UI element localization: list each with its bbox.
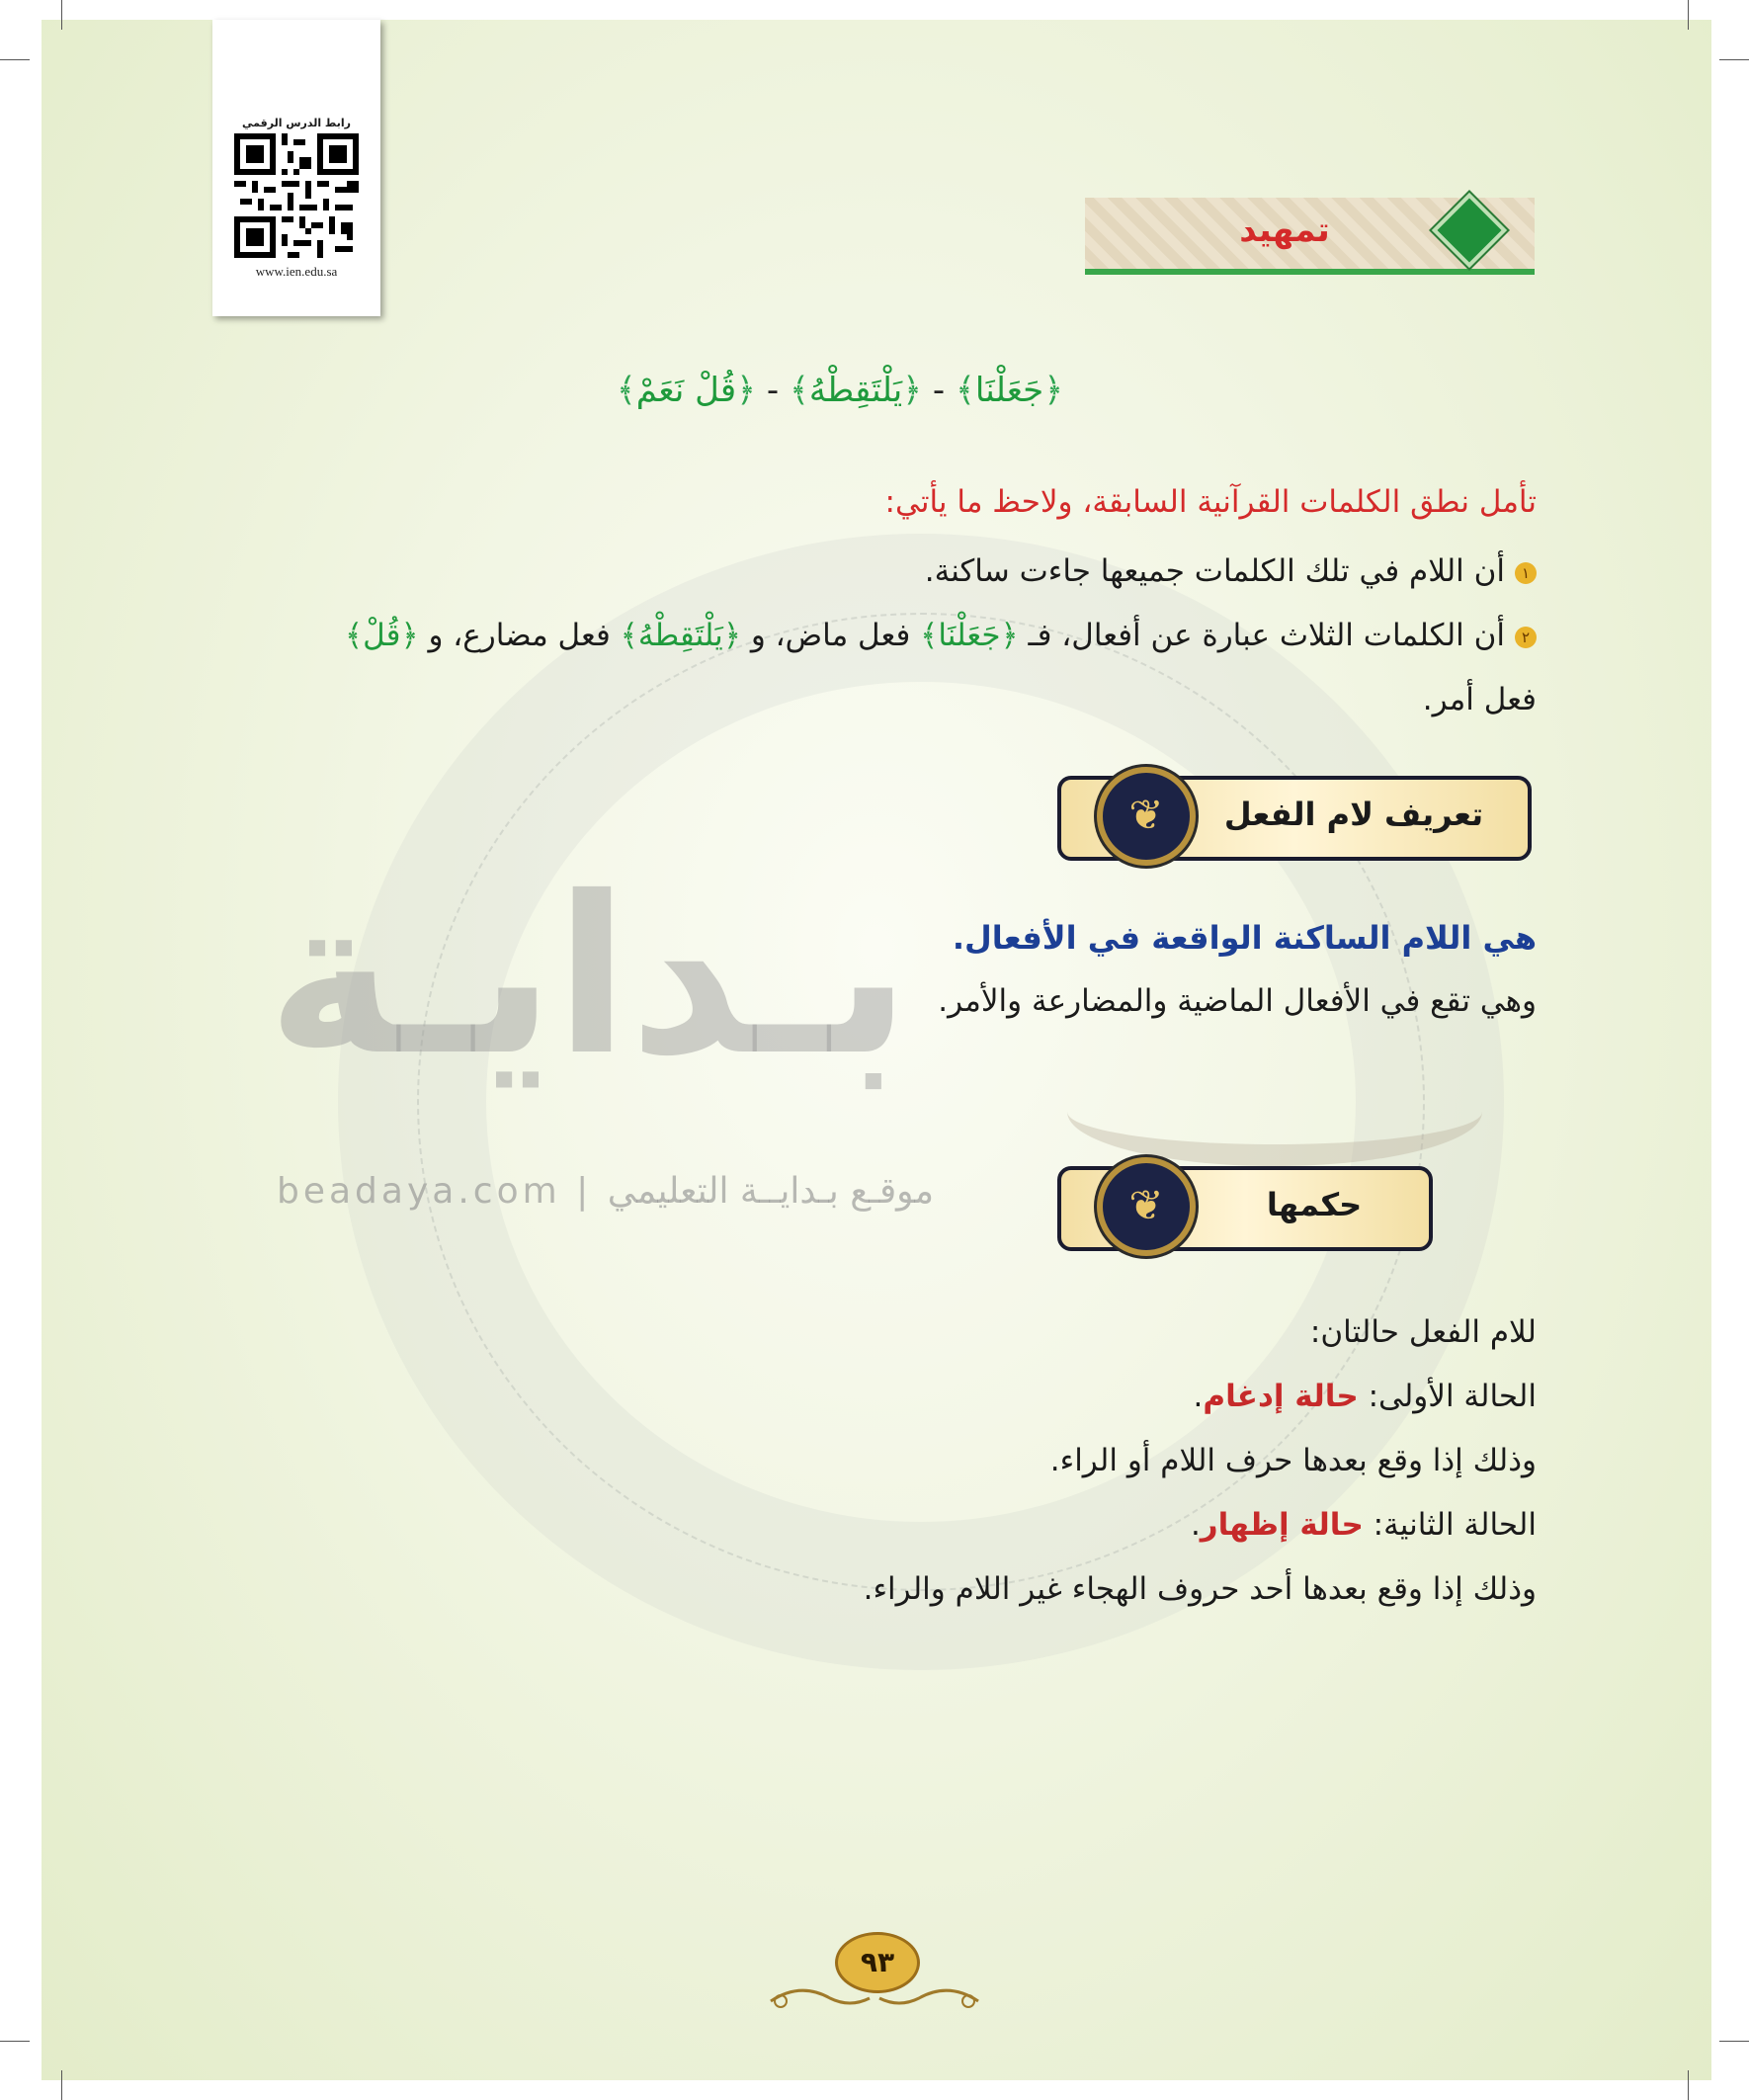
quran-word-3: قُلْ نَعَمْ <box>635 371 737 410</box>
point-2-continued <box>217 682 1537 717</box>
grape-leaf-icon: ❦ <box>1097 767 1196 866</box>
grape-leaf-icon: ❦ <box>1097 1157 1196 1256</box>
definition-note: وهي تقع في الأفعال الماضية والمضارعة والأمر. <box>938 983 1537 1019</box>
crop-mark <box>1719 2041 1749 2042</box>
point-2-word-a: ﴿جَعَلْنَا﴾ <box>920 618 1019 653</box>
watermark-swoosh <box>1067 1057 1482 1166</box>
crop-mark <box>61 0 62 30</box>
bracket-open-icon: ﴿ <box>736 371 757 410</box>
case-2-description: وذلك إذا وقع بعدها أحد حروف الهجاء غير اللام والراء. <box>863 1571 1537 1607</box>
bracket-close-icon: ﴾ <box>616 371 636 410</box>
quran-words <box>534 361 1146 420</box>
bracket-open-icon: ﴿ <box>1043 371 1064 410</box>
case-1-description: وذلك إذا وقع بعدها حرف اللام أو الراء. <box>1049 1443 1537 1478</box>
point-1-text: أن اللام في تلك الكلمات جميعها جاءت ساكنة. <box>924 553 1505 589</box>
section-1-title: تعريف لام الفعل <box>1223 796 1484 833</box>
number-badge: ٢ <box>1515 627 1537 648</box>
bracket-close-icon: ﴾ <box>955 371 975 410</box>
case-2-name: حالة إظهار <box>1200 1507 1364 1543</box>
page-title: تمهيد <box>1239 210 1330 250</box>
crop-mark <box>61 2070 62 2100</box>
intro-instruction: تأمل نطق الكلمات القرآنية السابقة، ولاحظ ما يأتي: <box>884 484 1537 520</box>
qr-url[interactable]: www.ien.edu.sa <box>255 264 338 279</box>
header-banner-underline <box>1085 269 1535 275</box>
crop-mark <box>0 59 30 60</box>
point-2-text-b: فعل ماض، و <box>750 618 911 653</box>
section-2-title: حكمها <box>1266 1186 1363 1223</box>
quran-word-2: يَلْتَقِطْهُ <box>808 371 903 410</box>
crop-mark <box>1719 59 1749 60</box>
point-2-word-c: ﴿قُلْ﴾ <box>344 618 419 653</box>
point-2-text-c: فعل مضارع، و <box>428 618 611 653</box>
rule-intro: للام الفعل حالتان: <box>1309 1314 1537 1350</box>
separator: - <box>932 371 946 410</box>
case-1: الحالة الأولى: حالة إدغام. <box>1193 1379 1537 1414</box>
case-1-label: الحالة الأولى: <box>1368 1379 1537 1414</box>
page-number: ٩٣ <box>835 1932 920 1993</box>
point-2-text-a: أن الكلمات الثلاث عبارة عن أفعال، فـ <box>1028 618 1505 653</box>
case-2-label: الحالة الثانية: <box>1373 1507 1537 1543</box>
case-2: الحالة الثانية: حالة إظهار. <box>1190 1507 1537 1543</box>
qr-title: رابط الدرس الرقمي <box>242 117 351 129</box>
point-1 <box>217 553 1537 589</box>
point-2 <box>217 618 1537 653</box>
point-2-text-d: فعل أمر. <box>1422 682 1537 717</box>
crop-mark <box>1688 0 1689 30</box>
watermark-brand: بـدايـة <box>267 850 911 1103</box>
bracket-close-icon: ﴾ <box>789 371 809 410</box>
separator: - <box>766 371 780 410</box>
case-1-name: حالة إدغام <box>1203 1379 1359 1414</box>
definition: هي اللام الساكنة الواقعة في الأفعال. <box>952 919 1537 957</box>
watermark-line: beadaya.com | موقـع بـدايــة التعليمي <box>277 1171 935 1212</box>
point-2-word-b: ﴿يَلْتَقِطْهُ﴾ <box>620 618 741 653</box>
quran-word-1: جَعَلْنَا <box>974 371 1044 410</box>
bracket-open-icon: ﴿ <box>902 371 923 410</box>
number-badge: ١ <box>1515 562 1537 584</box>
qr-code-icon <box>234 133 359 258</box>
crop-mark <box>1688 2070 1689 2100</box>
qr-code-card[interactable] <box>212 20 380 316</box>
crop-mark <box>0 2041 30 2042</box>
